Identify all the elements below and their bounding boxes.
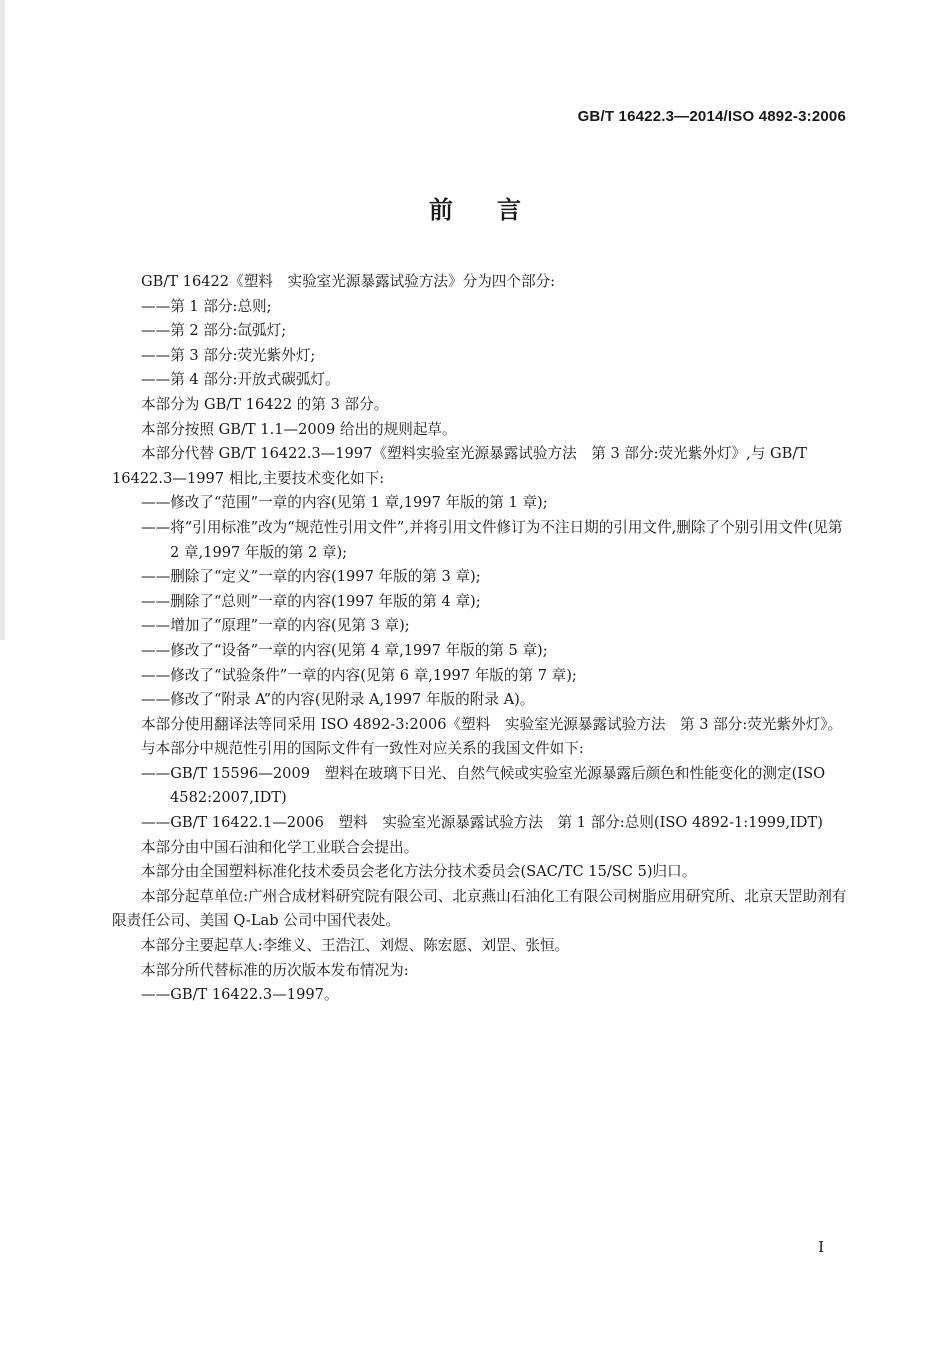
list-item: ——第 1 部分:总则; [141, 297, 272, 315]
list-item: ——GB/T 16422.1—2006 塑料 实验室光源暴露试验方法 第 1 部分:总则(ISO 4892-1:1999,IDT) [141, 814, 823, 832]
paragraph: 本部分由全国塑料标准化技术委员会老化方法分技术委员会(SAC/TC 15/SC 5)归口。 [141, 863, 697, 881]
page-number: I [818, 1238, 824, 1256]
list-item: ——第 2 部分:氙弧灯; [141, 322, 287, 340]
list-item: ——GB/T 15596—2009 塑料在玻璃下日光、自然气候或实验室光源暴露后颜色和性能变化的测定(ISO 4582:2007,IDT) [141, 764, 826, 807]
list-item: ——GB/T 16422.3—1997。 [141, 986, 339, 1004]
standard-number-header: GB/T 16422.3—2014/ISO 4892-3:2006 [577, 108, 846, 125]
list-item: ——删除了“定义”一章的内容(1997 年版的第 3 章); [141, 568, 481, 586]
paragraph: 本部分按照 GB/T 1.1—2009 给出的规则起草。 [141, 420, 457, 438]
document-body [112, 270, 848, 1008]
paragraph: 本部分起草单位:广州合成材料研究院有限公司、北京燕山石油化工有限公司树脂应用研究所、北京天罡助剂有限责任公司、美国 Q-Lab 公司中国代表处。 [112, 887, 847, 930]
paragraph: 本部分使用翻译法等同采用 ISO 4892-3:2006《塑料 实验室光源暴露试验方法 第 3 部分:荧光紫外灯》。 [141, 715, 843, 733]
list-item: ——删除了“总则”一章的内容(1997 年版的第 4 章); [141, 592, 481, 610]
list-item: ——增加了“原理”一章的内容(见第 3 章); [141, 617, 410, 635]
list-item: ——第 3 部分:荧光紫外灯; [141, 346, 316, 364]
page-title: 前言 [429, 196, 565, 224]
list-item: ——第 4 部分:开放式碳弧灯。 [141, 371, 340, 389]
list-item: ——修改了“附录 A”的内容(见附录 A,1997 年版的附录 A)。 [141, 691, 535, 709]
list-item: ——修改了“设备”一章的内容(见第 4 章,1997 年版的第 5 章); [141, 641, 548, 659]
paragraph: 本部分为 GB/T 16422 的第 3 部分。 [141, 395, 389, 413]
list-item: ——修改了“范围”一章的内容(见第 1 章,1997 年版的第 1 章); [141, 494, 548, 512]
paragraph: 本部分由中国石油和化学工业联合会提出。 [141, 838, 419, 856]
scan-edge-shadow [0, 0, 5, 640]
paragraph: 本部分主要起草人:李维义、王浩江、刘煜、陈宏愿、刘罡、张恒。 [141, 937, 570, 955]
paragraph: 本部分所代替标准的历次版本发布情况为: [141, 961, 409, 979]
list-item: ——将“引用标准”改为“规范性引用文件”,并将引用文件修订为不注日期的引用文件,删除了个别引用文件(见第 2 章,1997 年版的第 2 章); [141, 518, 843, 561]
paragraph: 本部分代替 GB/T 16422.3—1997《塑料实验室光源暴露试验方法 第 3 部分:荧光紫外灯》,与 GB/T 16422.3—1997 相比,主要技术变化如下: [112, 445, 807, 487]
paragraph: GB/T 16422《塑料 实验室光源暴露试验方法》分为四个部分: [141, 273, 556, 290]
list-item: ——修改了“试验条件”一章的内容(见第 6 章,1997 年版的第 7 章); [141, 666, 577, 684]
paragraph: 与本部分中规范性引用的国际文件有一致性对应关系的我国文件如下: [141, 740, 584, 758]
